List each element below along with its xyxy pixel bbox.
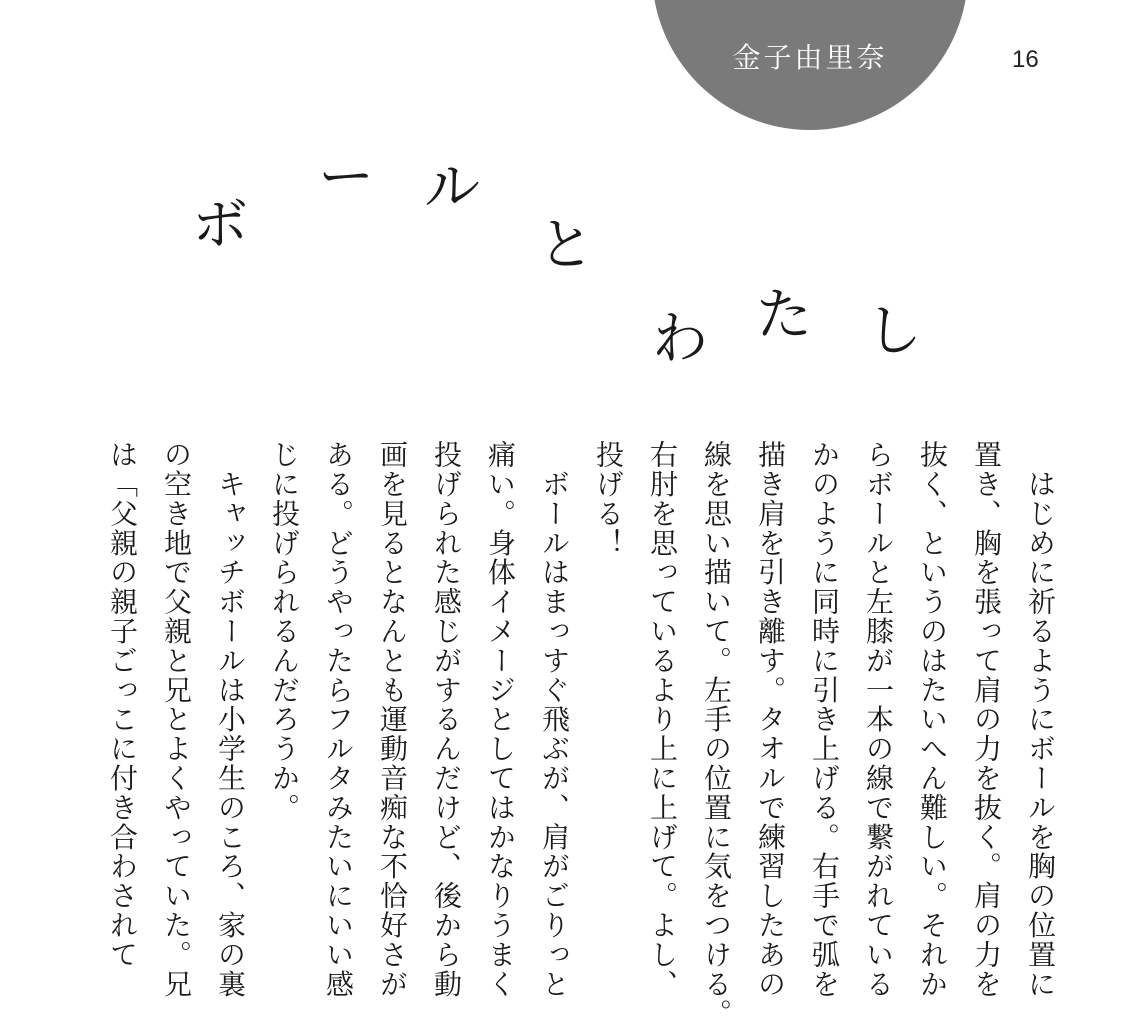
body-line: 痛い。身体イメージとしてはかなりうまく bbox=[484, 440, 517, 999]
body-line: 右肘を思っているより上に上げて。よし、 bbox=[646, 440, 679, 999]
title-char: た bbox=[756, 283, 812, 348]
body-line: は「父親の親子ごっこに付き合わされて bbox=[106, 440, 139, 970]
title-char: と bbox=[538, 213, 594, 278]
page-number: 16 bbox=[1012, 46, 1039, 73]
body-line: はじめに祈るようにボールを胸の位置に bbox=[1024, 440, 1057, 999]
author-name: 金子由里奈 bbox=[732, 41, 888, 74]
body-line: ボールはまっすぐ飛ぶが、肩がごりっと bbox=[538, 440, 571, 999]
body-line: 置き、胸を張って肩の力を抜く。肩の力を bbox=[970, 440, 1003, 999]
title-char: し bbox=[866, 299, 922, 364]
title-char: ボ bbox=[192, 193, 248, 258]
body-line: 投げられた感じがするんだけど、後から動 bbox=[430, 440, 463, 999]
body-line: 描き肩を引き離す。タオルで練習したあの bbox=[754, 440, 787, 999]
body-line: じに投げられるんだろうか。 bbox=[268, 440, 301, 823]
title-char: ー bbox=[318, 145, 374, 210]
body-line: ある。どうやったらフルタみたいにいい感 bbox=[322, 440, 355, 999]
body-line: 抜く、というのはたいへん難しい。それか bbox=[916, 440, 949, 999]
body-line: 画を見るとなんとも運動音痴な不恰好さが bbox=[376, 440, 409, 999]
body-line: らボールと左膝が一本の線で繋がれている bbox=[862, 440, 895, 999]
body-line: 線を思い描いて。左手の位置に気をつける。 bbox=[700, 440, 733, 1028]
body-line: かのように同時に引き上げる。右手で弧を bbox=[808, 440, 841, 999]
title-char: ル bbox=[424, 155, 480, 220]
body-line: キャッチボールは小学生のころ、家の裏 bbox=[214, 440, 247, 999]
body-line: の空き地で父親と兄とよくやっていた。兄 bbox=[160, 440, 193, 999]
body-line: 投げる！ bbox=[592, 440, 625, 558]
title-char: わ bbox=[652, 307, 708, 372]
